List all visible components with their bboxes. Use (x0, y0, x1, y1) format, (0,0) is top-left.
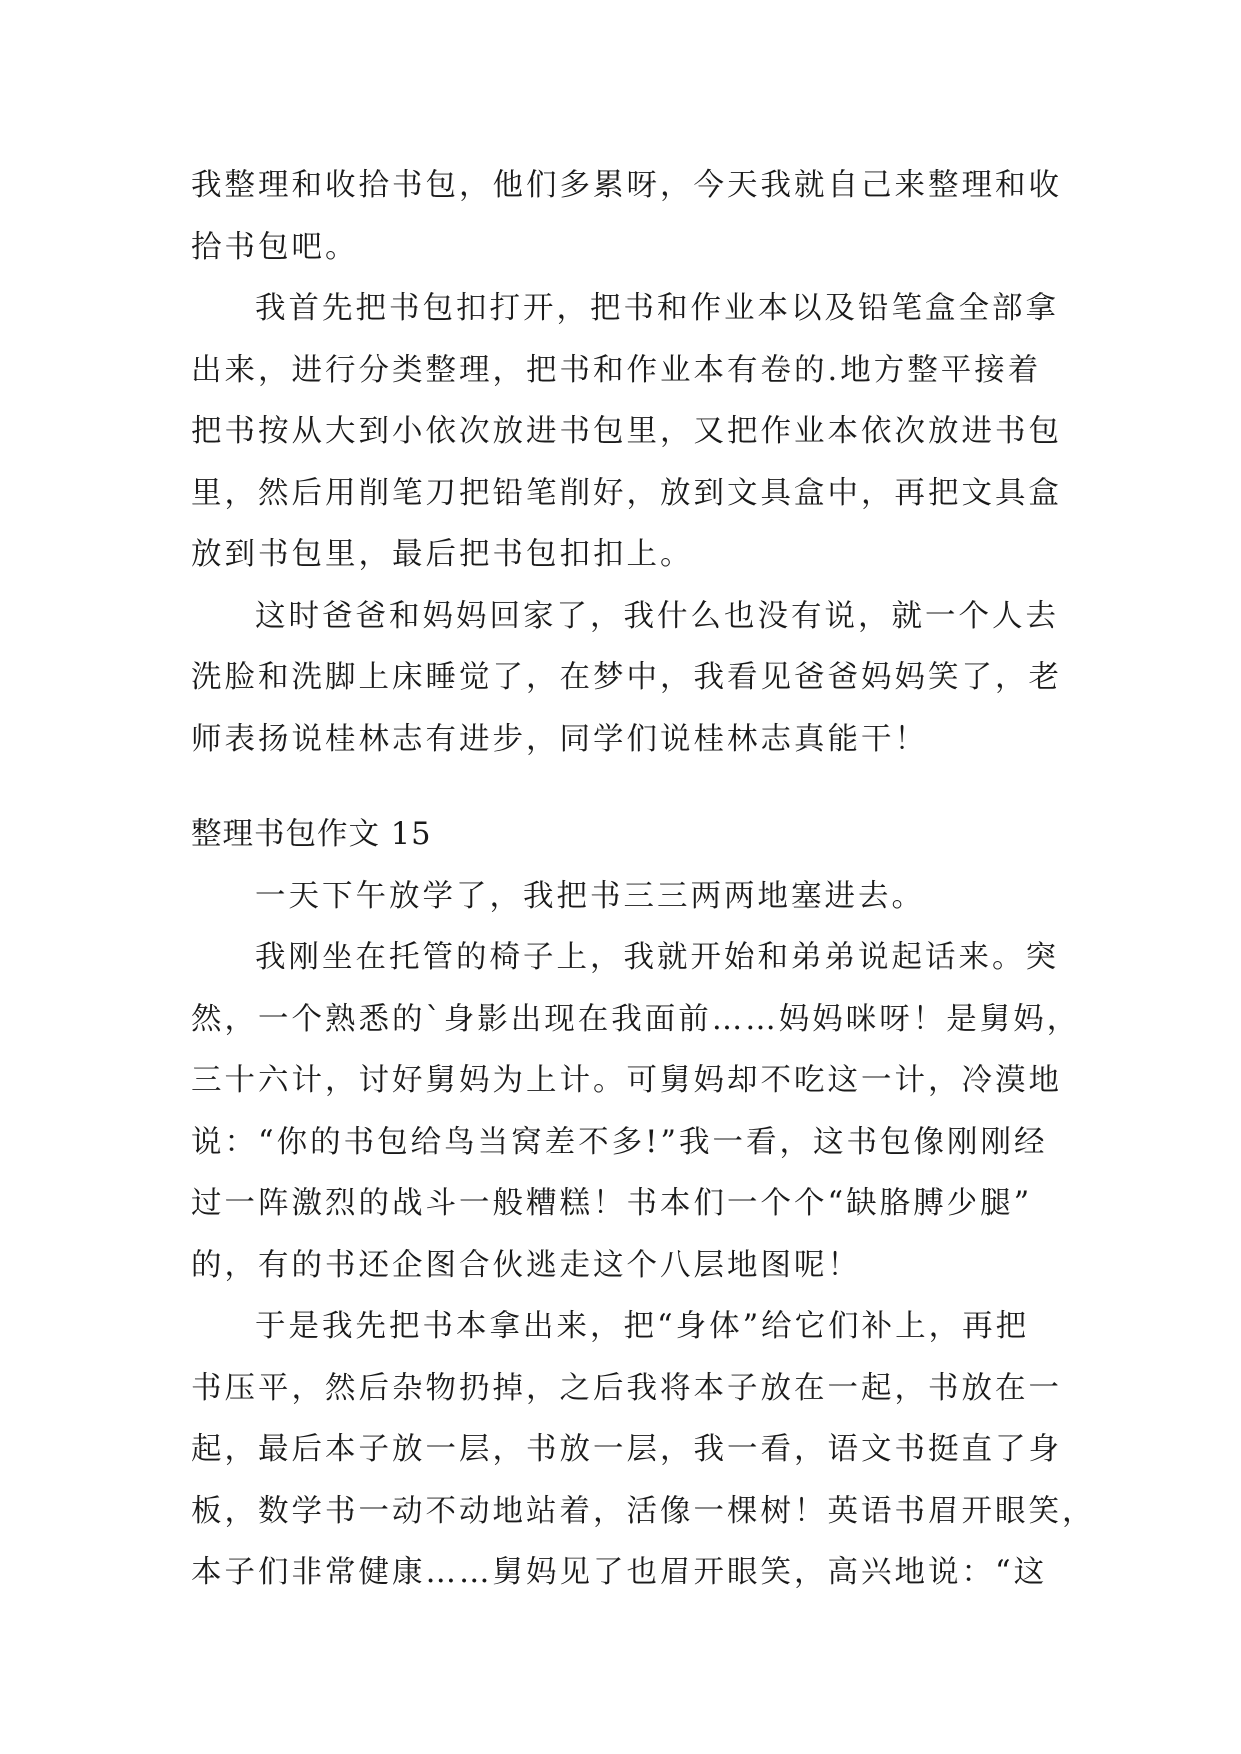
text-line: 我刚坐在托管的椅子上，我就开始和弟弟说起话来。突 (255, 940, 1059, 975)
paragraph (191, 866, 1051, 928)
text-line: 一天下午放学了，我把书三三两两地塞进去。 (255, 878, 925, 914)
text-line: 说：“你的书包给鸟当窝差不多!”我一看，这书包像刚刚经 (191, 1124, 1048, 1160)
paragraph (191, 278, 1062, 586)
text-line: 书压平，然后杂物扔掉，之后我将本子放在一起，书放在一 (191, 1370, 1062, 1406)
paragraph (191, 155, 1062, 278)
section-heading: 整理书包作文 15 (191, 817, 432, 852)
text-line: 的，有的书还企图合伙逃走这个八层地图呢！ (191, 1247, 861, 1283)
text-line: 这时爸爸和妈妈回家了，我什么也没有说，就一个人去 (255, 598, 1059, 634)
text-line: 里，然后用削笔刀把铅笔削好，放到文具盒中，再把文具盒 (191, 475, 1062, 511)
text-line: 把书按从大到小依次放进书包里，又把作业本依次放进书包 (191, 414, 1062, 449)
text-line: 过一阵激烈的战斗一般糟糕！书本们一个个“缺胳膊少腿” (191, 1186, 1033, 1221)
text-line: 我整理和收拾书包，他们多累呀，今天我就自己来整理和收 (191, 168, 1062, 203)
paragraph (191, 586, 1062, 771)
text-line: 我首先把书包扣打开，把书和作业本以及铅笔盒全部拿 (255, 291, 1059, 326)
text-line: 出来，进行分类整理，把书和作业本有卷的.地方整平接着 (191, 352, 1042, 388)
text-line: 师表扬说桂林志有进步，同学们说桂林志真能干！ (191, 721, 928, 757)
text-line: 本子们非常健康……舅妈见了也眉开眼笑，高兴地说：“这 (191, 1555, 1048, 1590)
text-line: 放到书包里，最后把书包扣扣上。 (191, 537, 694, 572)
text-line: 起，最后本子放一层，书放一层，我一看，语文书挺直了身 (191, 1432, 1062, 1467)
text-line: 拾书包吧。 (191, 229, 359, 265)
text-line: 然，一个熟悉的`身影出现在我面前……妈妈咪呀！是舅妈， (191, 1001, 1081, 1037)
text-line: 板，数学书一动不动地站着，活像一棵树！英语书眉开眼笑， (191, 1493, 1096, 1529)
text-line: 三十六计，讨好舅妈为上计。可舅妈却不吃这一计，冷漠地 (191, 1063, 1062, 1098)
paragraph (191, 1296, 1096, 1604)
text-line: 洗脸和洗脚上床睡觉了，在梦中，我看见爸爸妈妈笑了，老 (191, 660, 1062, 695)
document-body (191, 155, 1096, 1604)
text-line: 于是我先把书本拿出来，把“身体”给它们补上，再把 (255, 1309, 1030, 1344)
paragraph (191, 927, 1081, 1296)
